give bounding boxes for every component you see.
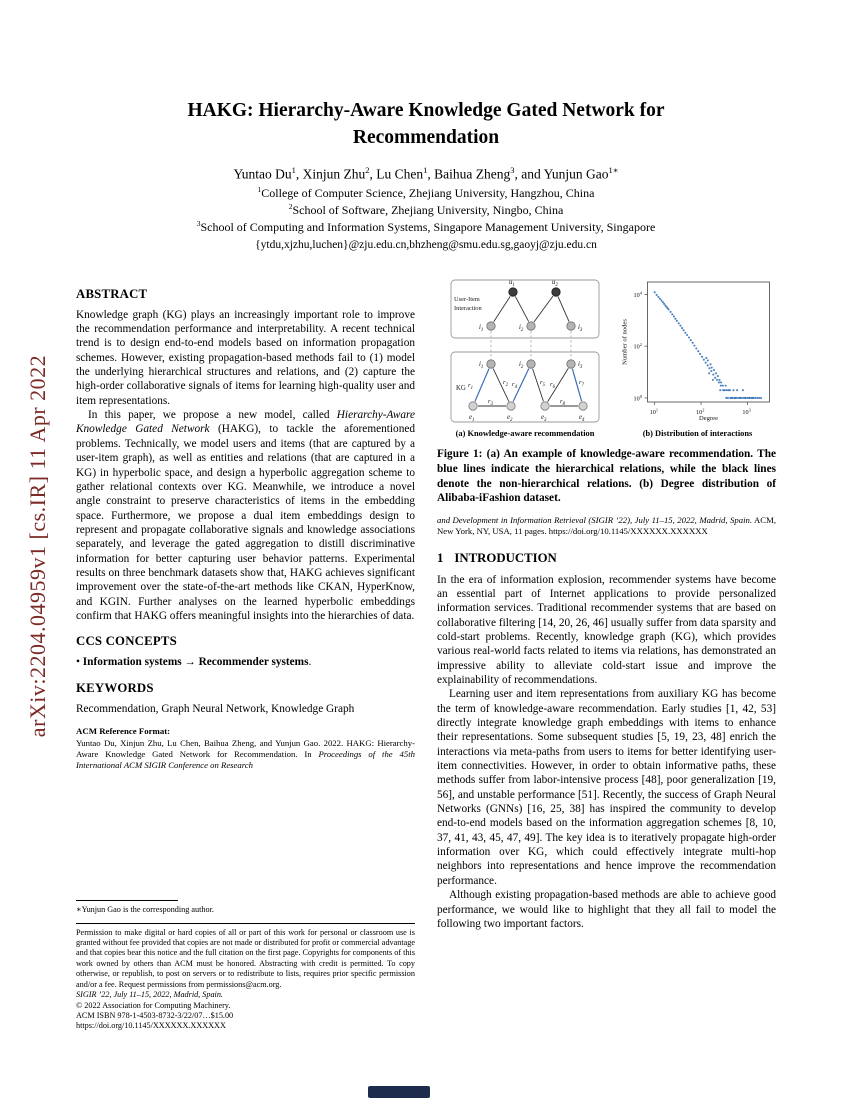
svg-text:r3: $r_3$ <box>488 397 493 407</box>
author: Yuntao Du <box>233 166 292 182</box>
svg-text:e3: $e_3$ <box>541 413 547 423</box>
intro-paragraph-1: In the era of information explosion, recommender systems have become an essential part of Internet applications to provide personalized information services. Traditional recommender systems that are based on collaborative filtering [14, 20, 26, 46] usually suffer from data sparsity and cold-start problems. Recently, knowledge graph (KG), which provides various real-world facts related to items via relations, has demonstrated an impressive ability to alleviate cold-start issue and improve the explainability of recommendations. <box>437 573 776 687</box>
author-sup: 2 <box>365 164 370 175</box>
svg-text:e4: $e_4$ <box>579 413 585 423</box>
intro-paragraph-2: Learning user and item representations from auxiliary KG has become the term of knowledge-aware recommendation. Early studies [1, 42, 53] directly integrate knowledge graph embeddings with items to enhance their representations. Some subsequent studies [5, 19, 23, 48] enrich the interactions via meta-paths from users to items for better identifying user-item connectivities. However, in order to obtain informative paths, these methods suffer from labor-intensive process [48], poor generalization [19, 56], and unstable performance [51]. Recently, the success of Graph Neural Networks (GNNs) [16, 25, 38] has inspired the community to develop end-to-end models based on the information aggregation schemes [8, 10, 37, 41, 43, 45, 47, 49]. The key idea is to iteratively propagate high-order information over KG, which could effectively integrate multi-hop neighbors into representations and hence improve the recommendation performance. <box>437 688 776 887</box>
svg-text:r6: $r_6$ <box>550 380 555 390</box>
figure-1 <box>437 276 776 426</box>
svg-text:Number of nodes: Number of nodes <box>621 318 629 365</box>
svg-text:User-Item: User-Item <box>454 295 480 303</box>
ccs-concepts-line: • Information systems → Recommender systems. <box>76 656 312 669</box>
affiliations <box>76 185 776 253</box>
figure-subcaptions <box>437 429 776 438</box>
introduction-heading <box>437 551 776 566</box>
author: , and Yunjun Gao <box>514 166 609 182</box>
author-emails: {ytdu,xjzhu,luchen}@zju.edu.cn,bhzheng@smu.edu.sg,gaoyj@zju.edu.cn <box>255 239 597 252</box>
affiliation-3: $^3$School of Computing and Information Systems, Singapore Management University, Singapore <box>196 219 656 235</box>
svg-text:r2: $r_2$ <box>503 378 508 388</box>
permission-paragraph: Permission to make digital or hard copies of all or part of this work for personal or classroom use is granted without fee provided that copies are not made or distributed for profit or commercial advantage and that copies bear this notice and the full citation on the first page. Copyrights for components of this work owned by others than ACM must be honored. Abstracting with credit is permitted. To copy otherwise, or republish, to post on servers or to redistribute to lists, requires prior specific permission and/or a fee. Request permissions from permissions@acm.org. <box>76 927 415 989</box>
svg-text:102: $10^2$ <box>696 407 705 416</box>
intro-paragraph-3: Although existing propagation-based methods are able to achieve good performance, we would like to highlight that they all fail to model the following two important factors. <box>437 889 776 930</box>
right-column <box>437 276 776 1032</box>
svg-text:r8: $r_8$ <box>560 397 565 407</box>
isbn-line: ACM ISBN 978-1-4503-8732-3/22/07…$15.00 <box>76 1010 234 1020</box>
ccs-heading: CCS CONCEPTS <box>76 634 177 649</box>
svg-text:100: $10^0$ <box>633 393 642 403</box>
acm-ref-continuation: and Development in Information Retrieval (SIGIR ’22), July 11–15, 2022, Madrid, Spain. ACM, New York, NY, USA, 11 pages. https://doi.org/10.1145/XXXXXX.XXXXXX <box>437 515 776 537</box>
svg-text:r5: $r_5$ <box>540 378 545 388</box>
svg-text:i1: $i_1$ <box>479 360 484 370</box>
footer-artifact-bar[interactable] <box>368 1086 430 1098</box>
author-sup: 3 <box>510 164 515 175</box>
section-title: INTRODUCTION <box>454 550 557 565</box>
doi-link[interactable]: https://doi.org/10.1145/XXXXXX.XXXXXX <box>76 1021 226 1031</box>
svg-text:i2: $i_2$ <box>519 323 524 333</box>
left-column-spacer <box>76 771 415 894</box>
left-column <box>76 276 415 1032</box>
author: , Lu Chen <box>369 166 424 182</box>
svg-text:Degree: Degree <box>698 414 719 422</box>
corresponding-author-footnote: ∗Yunjun Gao is the corresponding author. <box>76 905 214 915</box>
keywords-line: Recommendation, Graph Neural Network, Knowledge Graph <box>76 702 355 715</box>
venue-line: SIGIR ’22, July 11–15, 2022, Madrid, Spain. <box>76 990 223 1000</box>
page-title <box>76 98 776 152</box>
section-number: 1 <box>437 550 444 565</box>
svg-text:e2: $e_2$ <box>507 413 513 423</box>
author: , Baihua Zheng <box>427 166 511 182</box>
svg-text:e1: $e_1$ <box>469 413 475 423</box>
knowledge-graph-figure <box>437 276 613 426</box>
svg-text:102: $10^2$ <box>633 341 642 351</box>
svg-text:i1: $i_1$ <box>479 323 484 333</box>
model-name-italic: Hierarchy-Aware Knowledge Gated Network <box>76 409 415 436</box>
svg-text:i3: $i_3$ <box>578 360 583 370</box>
svg-text:u2: $u_2$ <box>552 278 558 288</box>
paper-content <box>76 98 776 1032</box>
svg-text:i2: $i_2$ <box>519 360 524 370</box>
footnote-rule <box>76 900 178 901</box>
abstract-paragraph-1: Knowledge graph (KG) plays an increasingly important role to improve the recommendation performance and interpretability. A recent technical trend is to design end-to-end models based on information propagation schemes. However, existing propagation-based methods fail to (1) model the underlying hierarchical structures and relations, and (2) capture the high-order collaborative signals of items for learning high-quality user and item representations. <box>76 308 415 407</box>
title-line-2: Recommendation <box>352 126 500 148</box>
author-sup: 1 <box>423 164 428 175</box>
svg-text:r7: $r_7$ <box>579 378 584 388</box>
two-column-body <box>76 276 776 1032</box>
acm-ref-heading: ACM Reference Format: <box>76 725 171 736</box>
svg-text:104: $10^4$ <box>633 290 642 299</box>
abstract-heading: ABSTRACT <box>76 286 148 301</box>
figure-1-caption: Figure 1: (a) An example of knowledge-aware recommendation. The blue lines indicate the hierarchical relations, while the black lines denote the non-hierarchical relations. (b) Degree distribution of Alibaba-iFashion dataset. <box>437 447 776 505</box>
copyright-line: © 2022 Association for Computing Machinery. <box>76 1000 231 1010</box>
svg-text:r4: $r_4$ <box>512 380 517 390</box>
author-sup: 1 <box>291 164 296 175</box>
degree-distribution-chart <box>619 276 776 426</box>
acm-ref-text: Yuntao Du, Xinjun Zhu, Lu Chen, Baihua Zheng, and Yunjun Gao. 2022. HAKG: Hierarchy-Aware Knowledge Gated Network for Recommendation. In Proceedings of the 45th International ACM SIGIR Conference on Research <box>76 737 415 771</box>
svg-text:103: $10^3$ <box>742 407 751 416</box>
svg-text:i3: $i_3$ <box>578 323 583 333</box>
author-sup: 1∗ <box>608 164 619 175</box>
affiliation-1: $^1$College of Computer Science, Zhejiang University, Hangzhou, China <box>257 185 595 201</box>
permission-rule <box>76 923 415 924</box>
svg-text:KG: KG <box>456 384 466 392</box>
authors-line <box>76 165 776 183</box>
svg-text:101: $10^1$ <box>649 407 659 416</box>
title-line-1: HAKG: Hierarchy-Aware Knowledge Gated Network for <box>187 100 665 121</box>
keywords-heading: KEYWORDS <box>76 680 154 695</box>
svg-text:u1: $u_1$ <box>509 278 515 288</box>
subcaption-b: (b) Distribution of interactions <box>642 428 753 438</box>
abstract-paragraph-2: In this paper, we propose a new model, called Hierarchy-Aware Knowledge Gated Network (HAKG), to tackle the aforementioned problems. Technically, we model users and items (that are captured by a user-item graph), as well as entities and relations (that are captured in a KG) in hyperbolic space, and design a hyperbolic aggregation scheme to gather relational contexts over KG. Meanwhile, we introduce a novel angle constraint to preserve characteristics of items in the embedding space. Furthermore, we propose a dual item embeddings design to represent and propagate collaborative signals and knowledge associations separately, and leverage the gated aggregation to distill discriminative information for better capturing user behavior patterns. Experimental results on three benchmark datasets show that, HAKG achieves significant improvement over the state-of-the-art methods like CKAN, HyperKnow, and KGIN. Further analyses on the learned hyperbolic embeddings confirm that HAKG offers meaningful insights into the hierarchies of data. <box>76 409 416 622</box>
svg-text:r1: $r_1$ <box>468 381 473 391</box>
svg-text:Interaction: Interaction <box>454 304 482 312</box>
arxiv-stamp: arXiv:2204.04959v1 [cs.IR] 11 Apr 2022 <box>25 354 50 738</box>
author: , Xinjun Zhu <box>295 166 366 182</box>
subcaption-a: (a) Knowledge-aware recommendation <box>455 428 595 438</box>
affiliation-2: $^2$School of Software, Zhejiang University, Ningbo, China <box>288 202 564 218</box>
